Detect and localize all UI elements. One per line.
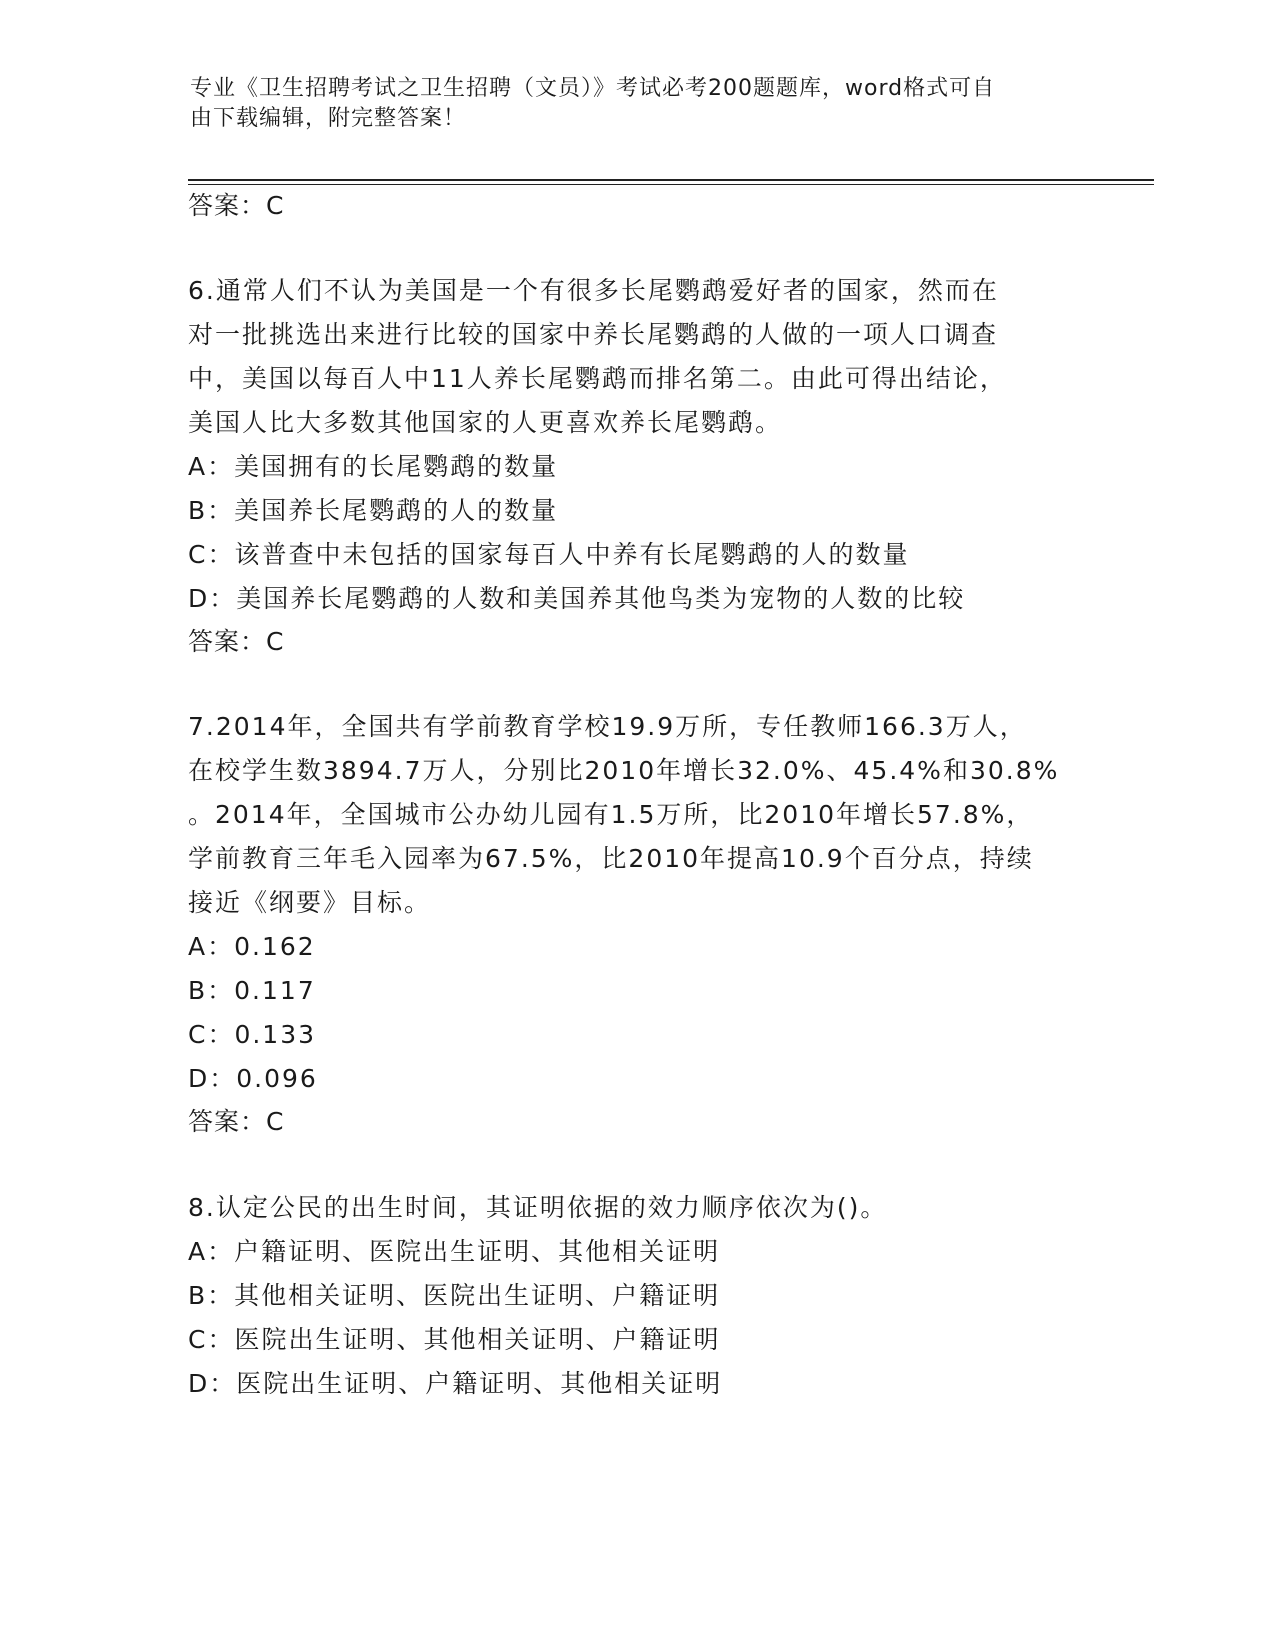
question-text-line: 在校学生数3894.7万人，分别比2010年增长32.0%、45.4%和30.8% [188,756,1060,785]
question-text-line: 。2014年，全国城市公办幼儿园有1.5万所，比2010年增长57.8%， [188,800,1034,829]
header-line-1: 专业《卫生招聘考试之卫生招聘（文员）》考试必考200题题库，word格式可自 [190,76,996,101]
question-text-line: 美国人比大多数其他国家的人更喜欢养长尾鹦鹉。 [188,408,783,437]
option-c: C：医院出生证明、其他相关证明、户籍证明 [188,1325,721,1354]
option-b: B：其他相关证明、医院出生证明、户籍证明 [188,1281,721,1310]
option-d: D：医院出生证明、户籍证明、其他相关证明 [188,1369,723,1398]
question-text-line: 学前教育三年毛入园率为67.5%，比2010年提高10.9个百分点，持续 [188,844,1034,873]
option-b: B：0.117 [188,976,316,1005]
answer: 答案：C [188,1107,285,1136]
question-text-line: 接近《纲要》目标。 [188,888,432,917]
option-c: C：该普查中未包括的国家每百人中养有长尾鹦鹉的人的数量 [188,540,910,569]
question-text-line: 对一批挑选出来进行比较的国家中养长尾鹦鹉的人做的一项人口调查 [188,320,999,349]
question-text-line: 8.认定公民的出生时间，其证明依据的效力顺序依次为()。 [188,1193,888,1222]
header-rule-thick [188,179,1154,181]
option-c: C：0.133 [188,1020,317,1049]
question-text-line: 7.2014年，全国共有学前教育学校19.9万所，专任教师166.3万人， [188,712,1027,741]
header-line-2: 由下载编辑，附完整答案！ [190,106,467,131]
option-a: A：美国拥有的长尾鹦鹉的数量 [188,452,559,481]
document-header [190,74,1090,134]
option-b: B：美国养长尾鹦鹉的人的数量 [188,496,559,525]
option-a: A：户籍证明、医院出生证明、其他相关证明 [188,1237,721,1266]
header-rule-thin [188,184,1154,185]
answer: 答案：C [188,627,285,656]
question-text-line: 6.通常人们不认为美国是一个有很多长尾鹦鹉爱好者的国家，然而在 [188,276,999,305]
answer-previous: 答案：C [188,191,285,220]
option-d: D：美国养长尾鹦鹉的人数和美国养其他鸟类为宠物的人数的比较 [188,584,966,613]
question-text-line: 中，美国以每百人中11人养长尾鹦鹉而排名第二。由此可得出结论， [188,364,1007,393]
option-d: D：0.096 [188,1064,318,1093]
option-a: A：0.162 [188,932,316,961]
